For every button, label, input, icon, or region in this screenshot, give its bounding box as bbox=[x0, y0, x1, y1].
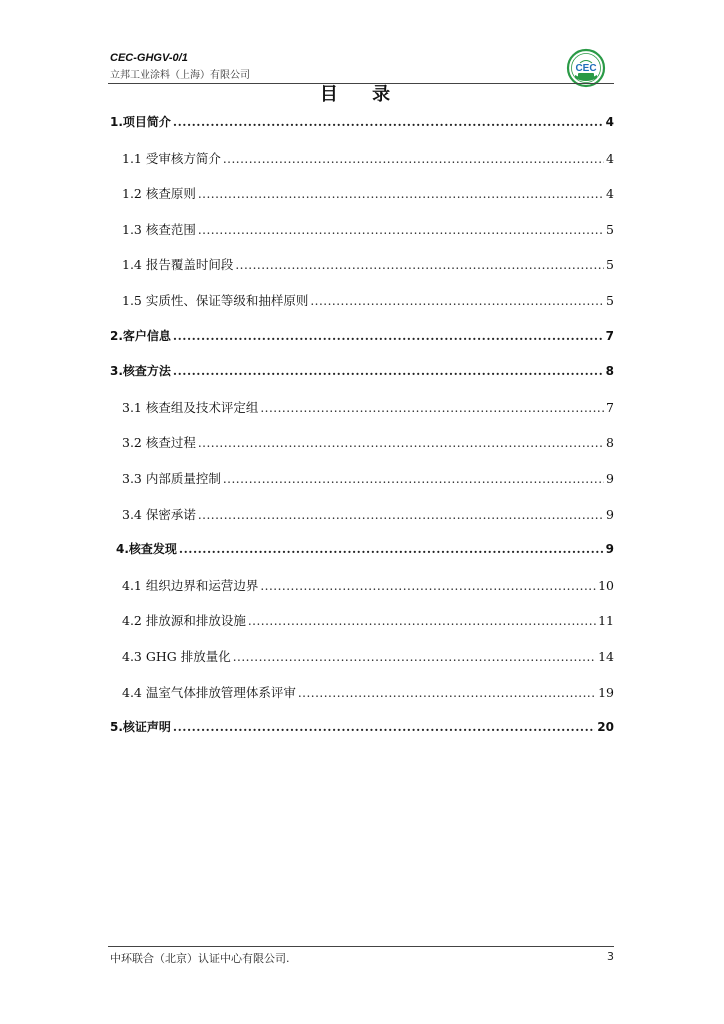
toc-entry[interactable] bbox=[122, 505, 614, 523]
toc-entry[interactable] bbox=[116, 540, 614, 558]
toc-entry-label: 3.2 核查过程 bbox=[122, 435, 196, 451]
toc-entry-label: 4.4 温室气体排放管理体系评审 bbox=[122, 684, 296, 700]
toc-entry-page: 5 bbox=[606, 257, 614, 273]
toc-entry-label: 4.2 排放源和排放设施 bbox=[122, 613, 246, 629]
toc-entry-page: 9 bbox=[606, 471, 614, 486]
toc-entry-page: 20 bbox=[597, 720, 614, 735]
footer-issuer: 中环联合（北京）认证中心有限公司. bbox=[110, 952, 290, 965]
toc-entry-page: 7 bbox=[606, 399, 614, 415]
toc-entry[interactable] bbox=[122, 647, 614, 665]
toc-leader-dots bbox=[198, 508, 604, 522]
toc-entry-page: 10 bbox=[598, 577, 614, 593]
toc-entry-label: 3.核查方法 bbox=[110, 364, 171, 379]
toc-leader-dots bbox=[235, 258, 604, 272]
toc-leader-dots bbox=[173, 720, 595, 734]
company-name: 立邦工业涂料（上海）有限公司 bbox=[110, 70, 250, 81]
toc-leader-dots bbox=[310, 294, 604, 308]
toc-entry-label: 1.3 核查范围 bbox=[122, 221, 196, 237]
toc-entry-label: 2.客户信息 bbox=[110, 328, 171, 343]
toc-leader-dots bbox=[198, 187, 604, 201]
toc-entry-label: 1.项目简介 bbox=[110, 115, 171, 129]
toc-entry-page: 9 bbox=[606, 506, 614, 522]
toc-leader-dots bbox=[233, 650, 596, 664]
toc-entry-label: 4.1 组织边界和运营边界 bbox=[122, 577, 259, 593]
toc-entry-label: 4.3 GHG 排放量化 bbox=[122, 649, 231, 664]
footer-divider bbox=[108, 946, 614, 947]
toc-leader-dots bbox=[198, 436, 604, 450]
footer-page-number: 3 bbox=[607, 950, 614, 963]
toc-leader-dots bbox=[179, 542, 604, 556]
toc-entry[interactable] bbox=[122, 611, 614, 629]
toc-leader-dots bbox=[223, 472, 604, 486]
toc-entry[interactable] bbox=[122, 149, 614, 167]
toc-entry[interactable] bbox=[122, 469, 614, 487]
toc-entry[interactable] bbox=[122, 220, 614, 238]
page-title: 目 录 bbox=[319, 84, 405, 105]
toc-entry-page: 8 bbox=[605, 364, 614, 379]
toc-leader-dots bbox=[260, 401, 604, 415]
toc-entry-page: 7 bbox=[605, 328, 614, 343]
toc-entry-label: 4.核查发现 bbox=[116, 542, 177, 557]
toc-entry[interactable] bbox=[110, 362, 614, 380]
document-code: CEC-GHGV-0/1 bbox=[110, 52, 188, 64]
toc-entry-label: 3.3 内部质量控制 bbox=[122, 471, 221, 486]
toc-entry[interactable] bbox=[122, 398, 614, 416]
toc-entry[interactable] bbox=[110, 113, 614, 131]
toc-entry-label: 1.1 受审核方简介 bbox=[122, 150, 221, 166]
toc-entry[interactable] bbox=[122, 433, 614, 451]
toc-entry-page: 4 bbox=[606, 150, 614, 166]
toc-entry-label: 3.4 保密承诺 bbox=[122, 506, 196, 522]
toc-entry[interactable] bbox=[122, 576, 614, 594]
toc-entry-page: 11 bbox=[598, 613, 614, 629]
toc-entry[interactable] bbox=[110, 327, 614, 345]
toc-entry-page: 19 bbox=[598, 684, 614, 700]
toc-leader-dots bbox=[298, 686, 596, 700]
toc-leader-dots bbox=[248, 614, 596, 628]
toc-entry-page: 8 bbox=[606, 435, 614, 451]
toc-leader-dots bbox=[198, 223, 604, 237]
toc-entry-label: 1.5 实质性、保证等级和抽样原则 bbox=[122, 293, 309, 308]
toc-leader-dots bbox=[223, 152, 604, 166]
toc-entry-label: 3.1 核查组及技术评定组 bbox=[122, 399, 259, 415]
toc-entry-label: 1.2 核查原则 bbox=[122, 186, 196, 202]
toc-leader-dots bbox=[173, 329, 604, 343]
toc-entry-page: 4 bbox=[606, 186, 614, 202]
toc-entry[interactable] bbox=[122, 683, 614, 701]
toc-entry-label: 5.核证声明 bbox=[110, 720, 171, 735]
toc-entry[interactable] bbox=[122, 291, 614, 309]
toc-entry-page: 9 bbox=[605, 542, 614, 557]
toc-leader-dots bbox=[173, 364, 604, 378]
toc-entry[interactable] bbox=[122, 255, 614, 273]
toc-leader-dots bbox=[173, 115, 604, 129]
toc-entry-page: 14 bbox=[598, 649, 614, 664]
logo-text: CEC bbox=[575, 63, 597, 74]
toc-entry[interactable] bbox=[110, 718, 614, 736]
toc-entry-page: 4 bbox=[605, 115, 614, 129]
toc-entry-label: 1.4 报告覆盖时间段 bbox=[122, 257, 234, 273]
toc-entry-page: 5 bbox=[606, 293, 614, 308]
toc-entry[interactable] bbox=[122, 184, 614, 202]
toc-leader-dots bbox=[260, 579, 596, 593]
toc-entry-page: 5 bbox=[606, 221, 614, 237]
